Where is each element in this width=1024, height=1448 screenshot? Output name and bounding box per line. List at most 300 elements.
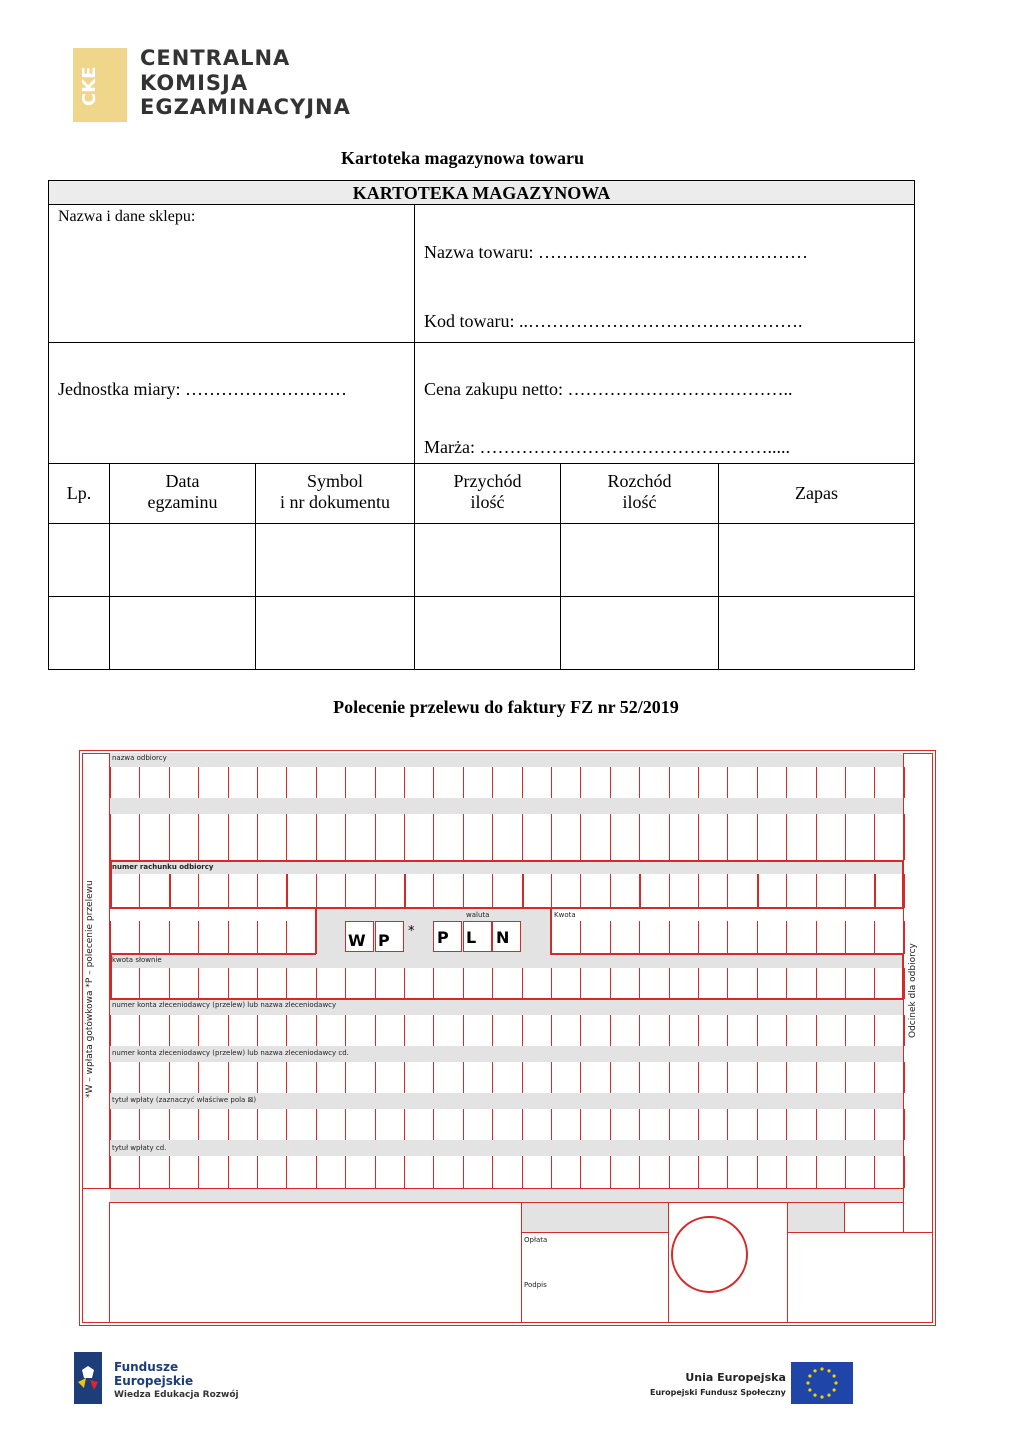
unit-field: Jednostka miary: ………………………: [58, 379, 347, 399]
form-cell-line: [786, 921, 787, 954]
form-cell-line: [110, 767, 111, 798]
form-cell-line: [404, 1109, 405, 1140]
form-cell-line: [228, 1109, 229, 1140]
form-cell-line: [698, 767, 699, 798]
form-cell-line: [727, 921, 728, 954]
payer-label: numer konta zleceniodawcy (przelew) lub nazwa zleceniodawcy: [112, 1001, 337, 1009]
form-cell-line: [610, 767, 611, 798]
currency-letter: P: [437, 928, 449, 947]
form-cell-line: [257, 1109, 258, 1140]
form-cell-line: [345, 1062, 346, 1093]
account-cell-line: [816, 874, 817, 908]
currency-label: waluta: [466, 911, 490, 919]
form-cell-line: [375, 1062, 376, 1093]
eu-star: [813, 1394, 816, 1397]
form-cell-line: [522, 1062, 523, 1093]
form-cell-line: [580, 968, 581, 999]
form-cell-line: [139, 1062, 140, 1093]
form-row-band: [110, 1140, 903, 1156]
form-cell-line: [316, 814, 317, 860]
form-cell-line: [639, 968, 640, 999]
form-cell-line: [551, 814, 552, 860]
account-cell-line: [874, 874, 876, 908]
form-cell-line: [463, 1062, 464, 1093]
form-cell-line: [845, 814, 846, 860]
form-cell-line: [522, 767, 523, 798]
form-cell-line: [257, 1015, 258, 1046]
column-header-line: Symbol: [306, 471, 363, 491]
form-cell-line: [286, 1015, 287, 1046]
form-cell-line: [639, 1109, 640, 1140]
column-header-lp: Lp.: [66, 483, 92, 503]
form-cell-line: [845, 1062, 846, 1093]
eu-star: [820, 1395, 823, 1398]
form-cell-line: [786, 1062, 787, 1093]
form-cell-line: [404, 1015, 405, 1046]
margin-field: Marża: ………………………………………….....: [424, 437, 790, 457]
form-cell-line: [669, 1109, 670, 1140]
account-frame: [110, 860, 903, 862]
form-cell-line: [698, 1062, 699, 1093]
column-header-line: egzaminu: [147, 492, 218, 512]
type-asterisk: *: [408, 924, 415, 939]
form-cell-line: [257, 921, 258, 954]
form-cell-line: [727, 767, 728, 798]
form-cell-line: [257, 767, 258, 798]
form-cell-line: [727, 1156, 728, 1188]
cke-logo-text: [140, 46, 351, 120]
form-cell-line: [169, 814, 170, 860]
form-cell-line: [845, 1015, 846, 1046]
form-cell-line: [757, 1109, 758, 1140]
amount-frame: [550, 953, 903, 955]
amount-frame: [110, 953, 316, 955]
account-cell-line: [639, 874, 641, 908]
form-cell-line: [433, 968, 434, 999]
form-cell-line: [198, 1015, 199, 1046]
form-cell-line: [610, 1015, 611, 1046]
form-cell-line: [228, 921, 229, 954]
form-cell-line: [816, 1062, 817, 1093]
account-cell-line: [551, 874, 552, 908]
account-cell-line: [698, 874, 699, 908]
form-cell-line: [757, 1062, 758, 1093]
eu-star: [808, 1388, 811, 1391]
form-cell-line: [698, 968, 699, 999]
form-cell-line: [874, 814, 875, 860]
form-cell-line: [286, 814, 287, 860]
form-cell-line: [639, 767, 640, 798]
form-cell-line: [169, 968, 170, 999]
fundusze-line: Fundusze: [114, 1360, 179, 1374]
form-cell-line: [698, 814, 699, 860]
form-cell-line: [228, 1156, 229, 1188]
form-cell-line: [375, 1015, 376, 1046]
form-cell-line: [463, 1109, 464, 1140]
form-cell-line: [433, 1062, 434, 1093]
form-cell-line: [404, 767, 405, 798]
form-cell-line: [316, 1062, 317, 1093]
form-cell-line: [580, 1156, 581, 1188]
kartoteka-header: KARTOTEKA MAGAZYNOWA: [48, 180, 915, 205]
form-cell-line: [551, 1015, 552, 1046]
form-cell-line: [610, 1109, 611, 1140]
recipient-label: nazwa odbiorcy: [112, 754, 167, 762]
form-cell-line: [551, 1156, 552, 1188]
ue-line: Europejski Fundusz Społeczny: [650, 1388, 786, 1397]
form-cell-line: [757, 814, 758, 860]
form-cell-line: [286, 767, 287, 798]
form-cell-line: [816, 1156, 817, 1188]
form-cell-line: [433, 814, 434, 860]
form-cell-line: [874, 767, 875, 798]
side-label-left: *W – wpłata gotówkowa *P – polecenie przelewu: [85, 880, 95, 1098]
form-cell-line: [375, 1109, 376, 1140]
bottom-divider: [787, 1202, 788, 1323]
form-row-band: [110, 860, 903, 874]
form-cell-line: [345, 968, 346, 999]
account-cell-line: [433, 874, 434, 908]
account-cell-line: [257, 874, 258, 908]
transfer-form-inner: [82, 753, 933, 1323]
eu-star: [806, 1381, 809, 1384]
column-header-line: Przychód: [453, 471, 522, 491]
form-cell-line: [286, 1109, 287, 1140]
form-cell-line: [110, 1109, 111, 1140]
form-cell-line: [257, 814, 258, 860]
form-cell-line: [139, 968, 140, 999]
form-cell-line: [316, 968, 317, 999]
form-cell-line: [874, 921, 875, 954]
account-cell-line: [786, 874, 787, 908]
fundusze-star-icon: [72, 1352, 102, 1404]
amount-words-frame: [110, 998, 903, 1000]
account-cell-line: [198, 874, 199, 908]
form-cell-line: [522, 1109, 523, 1140]
form-cell-line: [198, 968, 199, 999]
form-cell-line: [580, 921, 581, 954]
form-cell-line: [316, 767, 317, 798]
form-cell-line: [669, 968, 670, 999]
form-cell-line: [198, 1062, 199, 1093]
form-cell-line: [139, 814, 140, 860]
amount-words-frame: [902, 954, 904, 1000]
account-cell-line: [345, 874, 346, 908]
form-cell-line: [433, 1156, 434, 1188]
amount-frame: [550, 909, 552, 954]
form-cell-line: [610, 968, 611, 999]
account-cell-line: [316, 874, 317, 908]
form-cell-line: [375, 1156, 376, 1188]
form-cell-line: [228, 1015, 229, 1046]
form-cell-line: [580, 814, 581, 860]
column-header-line: ilość: [470, 492, 505, 512]
form-cell-line: [757, 767, 758, 798]
form-cell-line: [845, 1109, 846, 1140]
form-cell-line: [757, 1015, 758, 1046]
eu-star: [833, 1374, 836, 1377]
fundusze-text: [114, 1360, 239, 1402]
form-cell-line: [492, 1015, 493, 1046]
title-label: tytuł wpłaty (zaznaczyć właściwe pola ⊠): [112, 1096, 257, 1104]
form-cell-line: [698, 1015, 699, 1046]
table-divider: [48, 463, 915, 464]
price-field: Cena zakupu netto: ………………………………..: [424, 379, 793, 399]
form-cell-line: [551, 968, 552, 999]
eu-star: [827, 1394, 830, 1397]
eu-stars-icon: [791, 1362, 853, 1404]
account-cell-line: [580, 874, 581, 908]
form-cell-line: [727, 814, 728, 860]
transfer-title: Polecenie przelewu do faktury FZ nr 52/2019: [333, 697, 679, 717]
form-cell-line: [904, 968, 905, 999]
form-cell-line: [404, 1156, 405, 1188]
form-cell-line: [874, 968, 875, 999]
form-cell-line: [727, 1062, 728, 1093]
form-cell-line: [110, 814, 111, 860]
form-cell-line: [345, 1156, 346, 1188]
form-cell-line: [257, 1156, 258, 1188]
form-cell-line: [492, 1062, 493, 1093]
cke-logo-mark: [73, 48, 127, 122]
bottom-line: [787, 1232, 933, 1233]
form-cell-line: [492, 1109, 493, 1140]
account-cell-line: [757, 874, 759, 908]
form-cell-line: [316, 1109, 317, 1140]
form-cell-line: [228, 968, 229, 999]
form-cell-line: [404, 1062, 405, 1093]
form-cell-line: [580, 1109, 581, 1140]
form-cell-line: [345, 814, 346, 860]
form-cell-line: [786, 1109, 787, 1140]
form-cell-line: [698, 1109, 699, 1140]
form-cell-line: [198, 767, 199, 798]
form-cell-line: [816, 921, 817, 954]
payer-cont-label: numer konta zleceniodawcy (przelew) lub nazwa zleceniodawcy cd.: [112, 1049, 349, 1057]
account-label: numer rachunku odbiorcy: [112, 863, 214, 871]
eu-star: [820, 1367, 823, 1370]
form-cell-line: [463, 767, 464, 798]
form-cell-line: [580, 1015, 581, 1046]
eu-flag-icon: [791, 1362, 853, 1404]
form-cell-line: [492, 968, 493, 999]
bottom-divider: [521, 1202, 522, 1323]
currency-letter: L: [466, 928, 477, 947]
form-cell-line: [169, 1109, 170, 1140]
table-divider: [48, 342, 915, 343]
form-cell-line: [639, 1062, 640, 1093]
eu-star: [833, 1388, 836, 1391]
form-cell-line: [610, 814, 611, 860]
table-border: [48, 669, 915, 670]
cke-logo-letters: CKE: [79, 66, 100, 106]
type-letter-p: P: [378, 931, 390, 950]
form-row-band: [110, 798, 903, 814]
form-cell-line: [639, 814, 640, 860]
form-cell-line: [492, 814, 493, 860]
form-cell-line: [874, 1062, 875, 1093]
form-cell-line: [433, 1109, 434, 1140]
table-border: [48, 205, 49, 670]
product-name-field: Nazwa towaru: ………………………………………: [424, 242, 808, 262]
bottom-line: [110, 1202, 903, 1203]
form-cell-line: [669, 921, 670, 954]
form-cell-line: [816, 814, 817, 860]
amount-label: Kwota: [554, 911, 576, 919]
cke-logo-line: CENTRALNA: [140, 46, 291, 70]
account-cell-line: [404, 874, 406, 908]
form-cell-line: [198, 1109, 199, 1140]
form-row-band: [110, 954, 903, 968]
bottom-divider: [668, 1202, 669, 1323]
shop-label: Nazwa i dane sklepu:: [58, 208, 196, 225]
title-cont-label: tytuł wpłaty cd.: [112, 1144, 167, 1152]
amount-frame: [315, 909, 317, 954]
form-cell-line: [845, 968, 846, 999]
bottom-divider: [844, 1202, 845, 1232]
form-cell-line: [786, 767, 787, 798]
form-cell-line: [375, 814, 376, 860]
account-cell-line: [845, 874, 846, 908]
form-cell-line: [639, 1015, 640, 1046]
eu-star: [834, 1381, 837, 1384]
form-cell-line: [669, 1062, 670, 1093]
form-cell-line: [286, 921, 287, 954]
form-cell-line: [139, 1156, 140, 1188]
column-header-line: ilość: [622, 492, 657, 512]
form-cell-line: [139, 921, 140, 954]
form-cell-line: [816, 968, 817, 999]
currency-letter: N: [496, 928, 510, 947]
account-cell-line: [669, 874, 670, 908]
form-cell-line: [786, 968, 787, 999]
form-cell-line: [551, 1062, 552, 1093]
signature-label: Podpis: [524, 1281, 547, 1289]
account-cell-line: [286, 874, 288, 908]
account-cell-line: [610, 874, 611, 908]
form-cell-line: [198, 814, 199, 860]
form-cell-line: [639, 1156, 640, 1188]
form-cell-line: [198, 1156, 199, 1188]
form-cell-line: [904, 921, 905, 954]
form-cell-line: [757, 921, 758, 954]
form-cell-line: [610, 921, 611, 954]
form-cell-line: [316, 1015, 317, 1046]
column-header-line: Rozchód: [607, 471, 672, 491]
bottom-divider: [109, 1202, 110, 1323]
form-cell-line: [786, 1156, 787, 1188]
form-cell-line: [345, 767, 346, 798]
product-code-field: Kod towaru: ..……………………………………….: [424, 311, 803, 331]
account-cell-line: [522, 874, 524, 908]
ue-text: [650, 1370, 786, 1400]
account-cell-line: [169, 874, 171, 908]
form-cell-line: [433, 1015, 434, 1046]
cke-logo-line: EGZAMINACYJNA: [140, 95, 351, 119]
form-cell-line: [639, 921, 640, 954]
account-cell-line: [228, 874, 229, 908]
account-cell-line: [139, 874, 140, 908]
form-cell-line: [110, 1062, 111, 1093]
form-cell-line: [669, 814, 670, 860]
fee-label: Opłata: [524, 1236, 548, 1244]
form-cell-line: [522, 968, 523, 999]
form-cell-line: [874, 1109, 875, 1140]
form-cell-line: [580, 767, 581, 798]
form-cell-line: [286, 1062, 287, 1093]
form-cell-line: [580, 1062, 581, 1093]
form-cell-line: [463, 1156, 464, 1188]
form-cell-line: [904, 1015, 905, 1046]
form-cell-line: [139, 767, 140, 798]
form-cell-line: [669, 1015, 670, 1046]
form-cell-line: [698, 921, 699, 954]
form-cell-line: [110, 921, 111, 954]
form-cell-line: [904, 1156, 905, 1188]
form-cell-line: [110, 1015, 111, 1046]
form-cell-line: [286, 1156, 287, 1188]
account-cell-line: [110, 874, 111, 908]
ue-line: Unia Europejska: [685, 1371, 786, 1384]
column-header-outgo: [561, 471, 718, 513]
form-cell-line: [551, 767, 552, 798]
stamp-circle: [671, 1216, 748, 1293]
column-header-line: Data: [165, 471, 200, 491]
side-label-right: Odcinek dla odbiorcy: [908, 943, 918, 1038]
form-cell-line: [816, 1015, 817, 1046]
bottom-band: [110, 1188, 903, 1202]
kartoteka-title: Kartoteka magazynowa towaru: [341, 148, 584, 168]
cke-logo-line: KOMISJA: [140, 70, 249, 95]
form-cell-line: [316, 1156, 317, 1188]
form-cell-line: [492, 767, 493, 798]
form-cell-line: [345, 1109, 346, 1140]
eu-star: [827, 1369, 830, 1372]
form-row-band: [110, 753, 903, 767]
form-cell-line: [228, 767, 229, 798]
form-cell-line: [492, 1156, 493, 1188]
form-cell-line: [433, 767, 434, 798]
form-cell-line: [375, 767, 376, 798]
account-cell-line: [375, 874, 376, 908]
form-cell-line: [669, 767, 670, 798]
bottom-band: [521, 1202, 668, 1232]
amount-words-label: kwota słownie: [112, 956, 162, 964]
bottom-line: [82, 1188, 903, 1189]
form-cell-line: [610, 1062, 611, 1093]
form-cell-line: [110, 1156, 111, 1188]
table-border: [914, 205, 915, 670]
form-cell-line: [727, 1109, 728, 1140]
form-cell-line: [169, 1156, 170, 1188]
form-cell-line: [904, 1109, 905, 1140]
form-cell-line: [727, 968, 728, 999]
form-cell-line: [786, 814, 787, 860]
form-cell-line: [257, 968, 258, 999]
form-cell-line: [551, 1109, 552, 1140]
column-header-symbol: [256, 471, 414, 513]
table-divider: [48, 596, 915, 597]
form-cell-line: [757, 1156, 758, 1188]
form-cell-line: [845, 1156, 846, 1188]
form-cell-line: [522, 1156, 523, 1188]
form-cell-line: [845, 767, 846, 798]
form-cell-line: [375, 968, 376, 999]
bottom-line: [521, 1232, 668, 1233]
form-cell-line: [139, 1109, 140, 1140]
account-cell-line: [727, 874, 728, 908]
form-cell-line: [463, 968, 464, 999]
